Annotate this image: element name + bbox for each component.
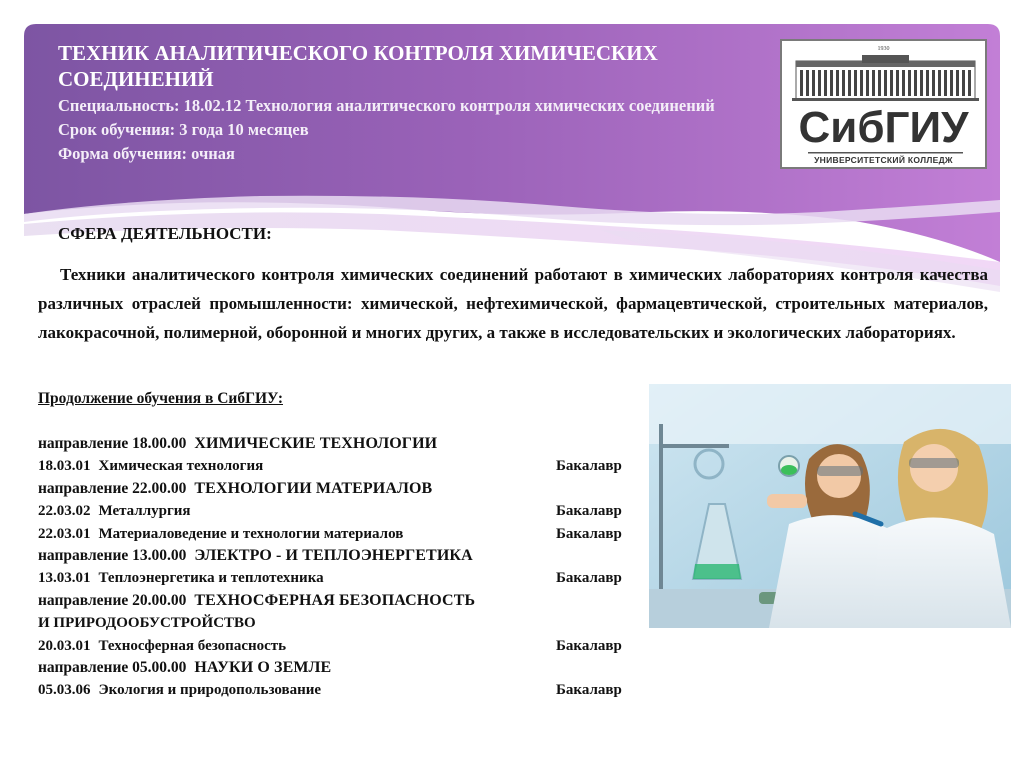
program-row (38, 523, 638, 545)
program-row (38, 455, 638, 477)
continue-study-title: Продолжение обучения в СибГИУ: (38, 390, 283, 407)
activity-description: Техники аналитического контроля химических соединений работают в химических лабораториях контроля качества различных отраслей промышленности: химической, нефтехимической, фармацевтической, строительных материалов, лакокрасочной, полимерной, оборонной и многих других, а также в исследовательских и экологических лабораториях. (38, 265, 988, 342)
study-form-line: Форма обучения: очная (58, 144, 235, 163)
program-name: Теплоэнергетика и теплотехника (98, 570, 324, 587)
degree-label: Бакалавр (556, 525, 622, 542)
degree-label: Бакалавр (556, 458, 622, 475)
direction-name: ТЕХНОЛОГИИ МАТЕРИАЛОВ (194, 479, 433, 497)
program-row (38, 500, 638, 522)
program-row (38, 567, 638, 589)
activity-title: СФЕРА ДЕЯТЕЛЬНОСТИ: (58, 224, 272, 243)
specialty-line: Специальность: 18.02.12 Технология аналитического контроля химических соединений (58, 96, 715, 115)
program-name: Металлургия (98, 503, 191, 520)
degree-label: Бакалавр (556, 637, 622, 654)
program-name: Экология и природопользование (98, 682, 322, 699)
program-name: Химическая технология (98, 458, 264, 475)
direction-row (38, 590, 638, 612)
direction-name: НАУКИ О ЗЕМЛЕ (194, 658, 332, 676)
direction-row (38, 657, 638, 679)
direction-name: ЭЛЕКТРО - И ТЕПЛОЭНЕРГЕТИКА (194, 546, 473, 564)
logo-year: 1930 (877, 46, 890, 52)
logo-college-text: УНИВЕРСИТЕТСКИЙ КОЛЛЕДЖ (814, 155, 953, 165)
building-icon (782, 49, 989, 109)
direction-row (38, 478, 638, 500)
degree-label: Бакалавр (556, 682, 622, 699)
header (58, 40, 758, 166)
program-code: 22.03.01 (38, 525, 91, 542)
sibgiu-logo (780, 39, 987, 169)
degree-label: Бакалавр (556, 503, 622, 520)
page-title: ТЕХНИК АНАЛИТИЧЕСКОГО КОНТРОЛЯ ХИМИЧЕСКИХ СОЕДИНЕНИЙ (58, 41, 658, 91)
program-code: 05.03.06 (38, 682, 91, 699)
duration-line: Срок обучения: 3 года 10 месяцев (58, 120, 309, 139)
direction-name: ТЕХНОСФЕРНАЯ БЕЗОПАСНОСТЬ (194, 591, 476, 609)
program-code: 20.03.01 (38, 637, 91, 654)
program-name: Техносферная безопасность (98, 637, 287, 654)
direction-code: направление 22.00.00 (38, 479, 187, 497)
program-row (38, 635, 638, 657)
program-row (38, 679, 638, 701)
programs-list (38, 433, 638, 702)
direction-code: направление 05.00.00 (38, 658, 187, 676)
direction-code: направление 20.00.00 (38, 591, 187, 609)
direction-row-continuation (38, 612, 638, 634)
lab-photo (649, 384, 1011, 628)
program-name: Материаловедение и технологии материалов (98, 525, 404, 542)
direction-row (38, 433, 638, 455)
program-code: 22.03.02 (38, 503, 91, 520)
degree-label: Бакалавр (556, 570, 622, 587)
direction-name: И ПРИРОДООБУСТРОЙСТВО (38, 615, 256, 632)
direction-code: направление 13.00.00 (38, 546, 187, 564)
direction-row (38, 545, 638, 567)
direction-code: направление 18.00.00 (38, 435, 187, 452)
program-code: 13.03.01 (38, 570, 91, 587)
direction-name: ХИМИЧЕСКИЕ ТЕХНОЛОГИИ (194, 435, 438, 452)
logo-brand-text: СибГИУ (798, 103, 969, 152)
program-code: 18.03.01 (38, 458, 91, 475)
